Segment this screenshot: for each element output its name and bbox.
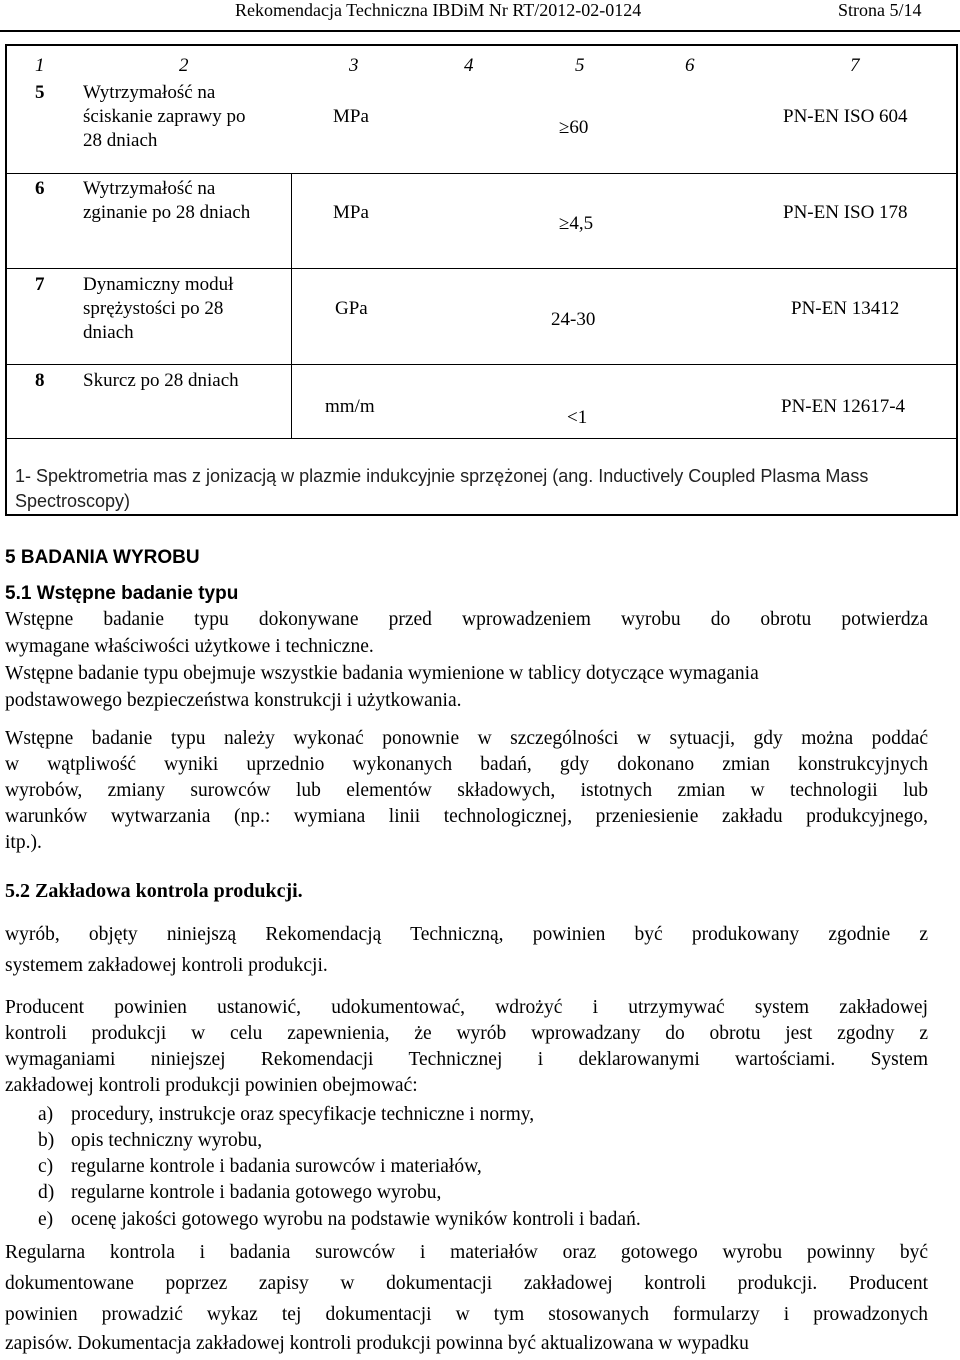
property-line: Skurcz po 28 dniach	[83, 370, 239, 391]
paragraph-line: itp.).	[5, 832, 42, 853]
paragraph-line: Wstępne badanie typu obejmuje wszystkie badania wymienione w tablicy dotyczące wymagania	[5, 663, 759, 684]
property-line: 28 dniach	[83, 130, 158, 151]
property-line: sprężystości po 28	[83, 298, 224, 319]
property-line: zginanie po 28 dniach	[83, 202, 251, 223]
test-method: PN-EN ISO 604	[783, 106, 908, 127]
list-marker: d)	[38, 1182, 55, 1203]
table-footnote	[15, 464, 955, 514]
paragraph-line: Wstępne badanie typu dokonywane przed wprowadzeniem wyrobu do obrotu potwierdza	[5, 609, 928, 630]
list-marker: e)	[38, 1209, 54, 1230]
property-line: Dynamiczny moduł	[83, 274, 234, 295]
requirement: ≥60	[559, 117, 589, 138]
requirement: ≥4,5	[559, 213, 594, 234]
col-number-4: 4	[464, 55, 474, 76]
row-number: 5	[35, 82, 45, 103]
unit: mm/m	[325, 396, 375, 417]
paragraph-line: Wstępne badanie typu należy wykonać ponownie w szczególności w sytuacji, gdy można poddać	[5, 728, 928, 749]
col-number-1: 1	[35, 55, 45, 76]
paragraph-line: zakładowej kontroli produkcji powinien obejmować:	[5, 1075, 418, 1096]
col-number-7: 7	[850, 55, 860, 76]
property-line: Wytrzymałość na	[83, 82, 216, 103]
paragraph-line: Producent powinien ustanowić, udokumentować, wdrożyć i utrzymywać system zakładowej	[5, 997, 928, 1018]
row-divider	[7, 438, 956, 439]
section-heading: 5 BADANIA WYROBU	[5, 547, 200, 568]
paragraph-line: powinien prowadzić wykaz tej dokumentacji w tym stosowanych formularzy i prowadzonych	[5, 1304, 928, 1325]
paragraph-line: zapisów. Dokumentacja zakładowej kontroli produkcji powinna być aktualizowana w wypadku	[5, 1333, 749, 1354]
paragraph-line: Regularna kontrola i badania surowców i materiałów oraz gotowego wyrobu powinny być	[5, 1242, 928, 1263]
subsection-heading-5-1: 5.1 Wstępne badanie typu	[5, 583, 239, 604]
col-number-6: 6	[685, 55, 695, 76]
column-divider	[291, 173, 292, 438]
list-text: regularne kontrole i badania surowców i materiałów,	[71, 1156, 482, 1177]
test-method: PN-EN ISO 178	[783, 202, 908, 223]
list-marker: c)	[38, 1156, 54, 1177]
list-item	[38, 1180, 441, 1206]
paragraph-line: systemem zakładowej kontroli produkcji.	[5, 955, 328, 976]
list-marker: b)	[38, 1130, 55, 1151]
paragraph-line: w wątpliwość wyniki uprzednio wykonanych badań, gdy dokonano zmian konstrukcyjnych	[5, 754, 928, 775]
property-line: Wytrzymałość na	[83, 178, 216, 199]
list-item	[38, 1102, 534, 1128]
properties-table	[5, 44, 958, 516]
test-method: PN-EN 13412	[791, 298, 900, 319]
footnote-line-2: Spectroscopy)	[15, 491, 131, 511]
paragraph-line: podstawowego bezpieczeństwa konstrukcji i użytkowania.	[5, 690, 462, 711]
col-number-2: 2	[179, 55, 189, 76]
unit: MPa	[333, 202, 369, 223]
document-title: Rekomendacja Techniczna IBDiM Nr RT/2012-02-0124	[235, 0, 642, 20]
list-text: opis techniczny wyrobu,	[71, 1130, 263, 1151]
col-number-3: 3	[349, 55, 359, 76]
property-line: ściskanie zaprawy po	[83, 106, 246, 127]
list-text: ocenę jakości gotowego wyrobu na podstawie wyników kontroli i badań.	[71, 1209, 641, 1230]
col-number-5: 5	[575, 55, 585, 76]
row-number: 7	[35, 274, 45, 295]
list-item	[38, 1154, 482, 1180]
requirement: <1	[567, 407, 588, 428]
page-header	[0, 0, 960, 34]
row-divider	[7, 268, 956, 269]
paragraph-line: kontroli produkcji w celu zapewnienia, że wyrób wprowadzany do obrotu jest zgodny z	[5, 1023, 928, 1044]
row-divider	[7, 173, 956, 174]
test-method: PN-EN 12617-4	[781, 396, 906, 417]
subsection-heading-5-2: 5.2 Zakładowa kontrola produkcji.	[5, 880, 303, 902]
header-rule	[0, 30, 960, 32]
list-marker: a)	[38, 1104, 54, 1125]
paragraph-line: wyrobów, zmiany surowców lub elementów składowych, istotnych zmian w technologii lub	[5, 780, 928, 801]
list-text: regularne kontrole i badania gotowego wyrobu,	[71, 1182, 442, 1203]
paragraph-line: dokumentowane poprzez zapisy w dokumentacji zakładowej kontroli produkcji. Producent	[5, 1273, 928, 1294]
paragraph-line: warunków wytwarzania (np.: wymiana linii technologicznej, przeniesienie zakładu produkcyjnego,	[5, 806, 928, 827]
paragraph-line: wymaganiami niniejszej Rekomendacji Technicznej i deklarowanymi wartościami. System	[5, 1049, 928, 1070]
list-item	[38, 1128, 262, 1154]
paragraph-line: wyrób, objęty niniejszą Rekomendacją Techniczną, powinien być produkowany zgodnie z	[5, 924, 928, 945]
unit: MPa	[333, 106, 369, 127]
requirement: 24-30	[551, 309, 596, 330]
unit: GPa	[335, 298, 368, 319]
page-number: Strona 5/14	[838, 0, 922, 20]
list-item	[38, 1207, 641, 1233]
list-text: procedury, instrukcje oraz specyfikacje techniczne i normy,	[71, 1104, 535, 1125]
row-divider	[7, 364, 956, 365]
property-line: dniach	[83, 322, 134, 343]
footnote-line-1: 1- Spektrometria mas z jonizacją w plazmie indukcyjnie sprzężonej (ang. Inductively Coupled Plasma Mass	[15, 466, 869, 486]
paragraph-line: wymagane właściwości użytkowe i techniczne.	[5, 636, 374, 657]
row-number: 8	[35, 370, 45, 391]
row-number: 6	[35, 178, 45, 199]
